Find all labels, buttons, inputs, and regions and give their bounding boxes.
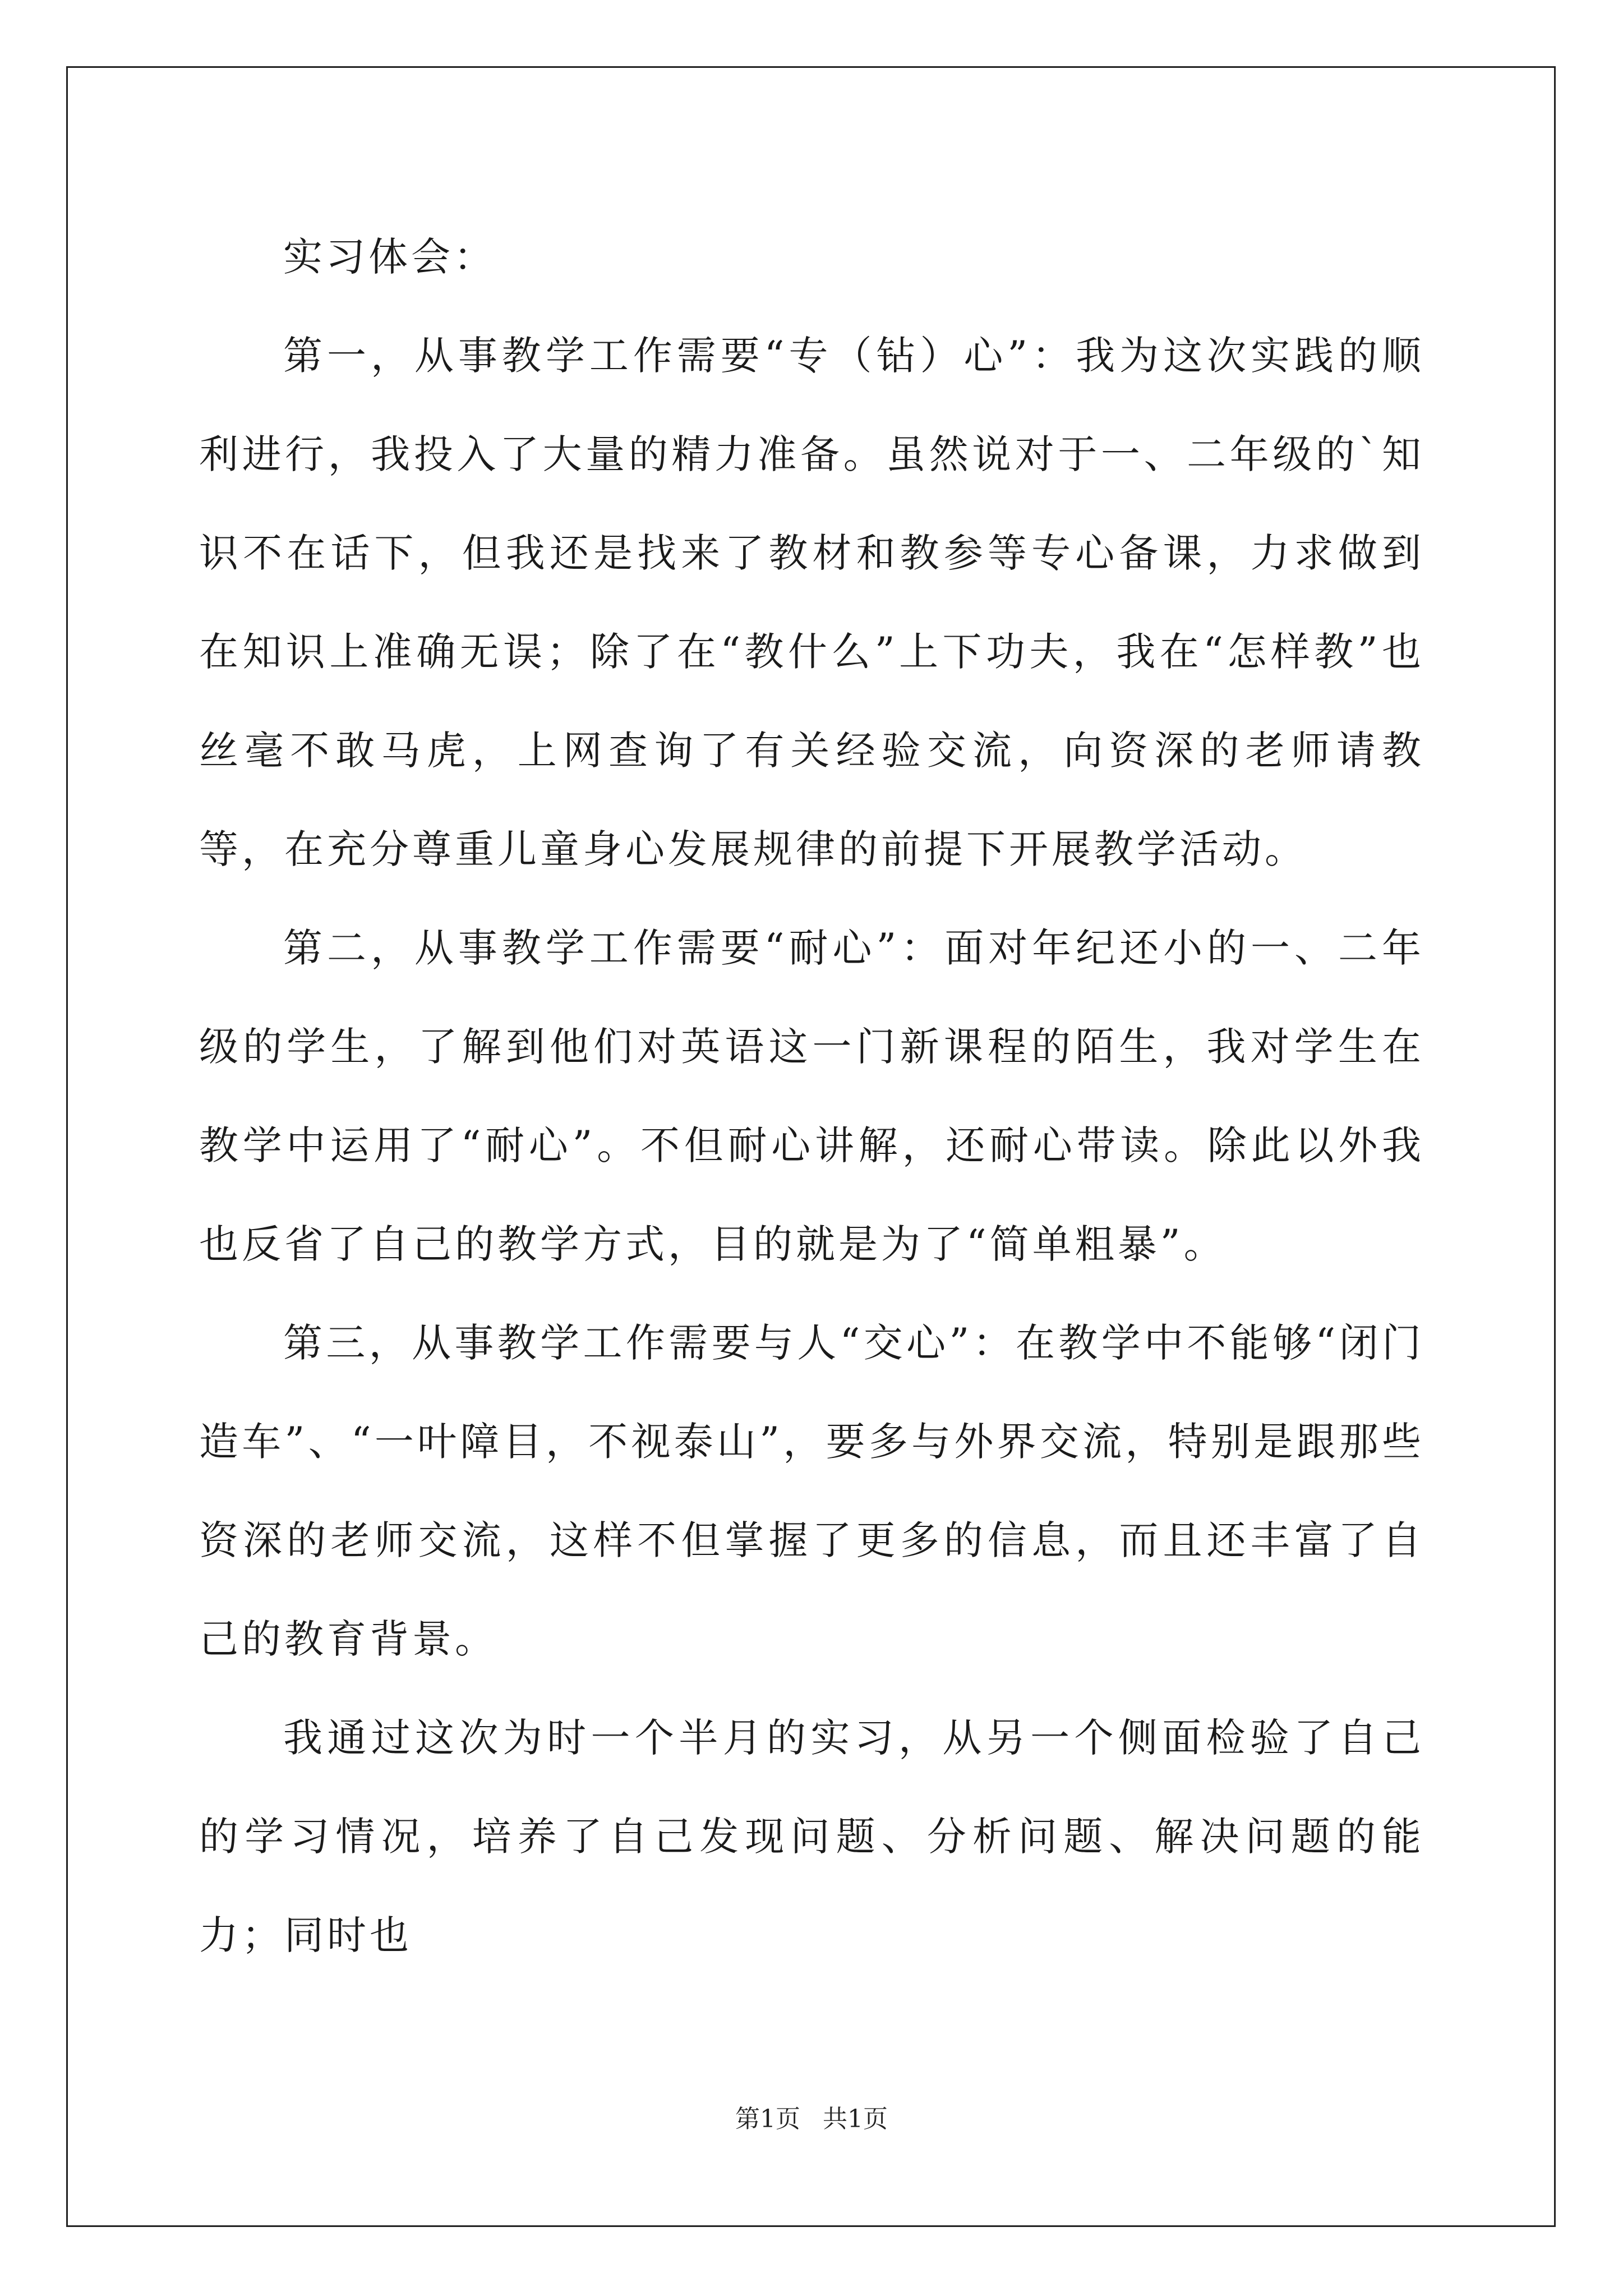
page-total: 共1页 [823,2105,888,2133]
paragraph-4: 我通过这次为时一个半月的实习，从另一个侧面检验了自己的学习情况，培养了自己发现问题、分析问题、解决问题的能力；同时也 [199,1715,1424,1958]
paragraph-3: 第三，从事教学工作需要与人“交心”：在教学中不能够“闭门造车”、“一叶障目，不视泰山”，要多与外界交流，特别是跟那些资深的老师交流，这样不但掌握了更多的信息，而且还丰富了自己的教育背景。 [199,1320,1424,1662]
page-footer [0,2102,1623,2136]
paragraph-2: 第二，从事教学工作需要“耐心”：面对年纪还小的一、二年级的学生，了解到他们对英语这一门新课程的陌生，我对学生在教学中运用了“耐心”。不但耐心讲解，还耐心带读。除此以外我也反省了自己的教学方式，目的就是为了“简单粗暴”。 [199,925,1424,1267]
paragraph-1: 第一，从事教学工作需要“专（钻）心”：我为这次实践的顺利进行，我投入了大量的精力准备。虽然说对于一、二年级的`知识不在话下，但我还是找来了教材和教参等专心备课，力求做到在知识上准确无误；除了在“教什么”上下功夫，我在“怎样教”也丝毫不敢马虎，上网查询了有关经验交流，向资深的老师请教等，在充分尊重儿童身心发展规律的前提下开展教学活动。 [199,333,1424,872]
section-heading: 实习体会： [283,234,496,280]
page-number: 第1页 [735,2105,800,2133]
document-body [199,208,1424,1985]
